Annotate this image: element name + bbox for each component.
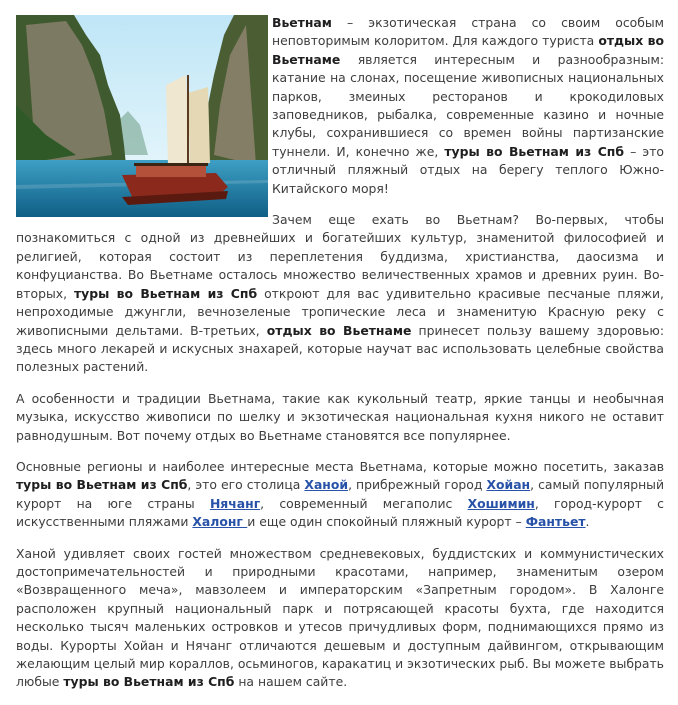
- text-run: Зачем еще ехать во Вьетнам? Во-первых, чтобы познакомиться с одной из древнейших и богатейших культур, знаменитой философией и религией, которая состоит из переплетения буддизма, христианства, даосизма и конфуцианства. Во Вьетнаме осталось множество величественных храмов и древних руин. Во-вторых,: [16, 212, 664, 301]
- text-run: и еще один спокойный пляжный курорт –: [247, 514, 526, 530]
- bold-keyphrase: туры во Вьетнам из Спб: [444, 143, 625, 159]
- text-run: – это отличный пляжный отдых на берегу теплого Южно-Китайского моря!: [272, 143, 665, 196]
- text-run: откроют для вас удивительно красивые песчаные пляжи, непроходимые джунгли, вечнозеленые тропические леса и знаменитую Красную реку с живописными дельтами. В-третьих,: [16, 285, 664, 338]
- text-run: , город-курорт с искусственными пляжами: [16, 495, 664, 530]
- text-run: , самый популярный курорт на юге страны: [16, 477, 665, 511]
- link-halong[interactable]: Халонг: [192, 514, 248, 530]
- bold-keyphrase: отдых во Вьетнаме: [266, 322, 412, 338]
- text-run: .: [585, 514, 590, 530]
- paragraph-regions: [16, 458, 664, 532]
- bold-keyphrase: отдых во Вьетнаме: [272, 33, 664, 67]
- paragraph-hanoi-halong: [16, 545, 664, 692]
- bold-keyphrase: туры во Вьетнам из Спб: [16, 477, 188, 493]
- bold-keyphrase: туры во Вьетнам из Спб: [63, 674, 235, 690]
- link-phanthiet[interactable]: Фантьет: [525, 514, 586, 530]
- link-hochiminh[interactable]: Хошимин: [467, 495, 535, 511]
- link-hoian[interactable]: Хойан: [486, 477, 531, 493]
- article: [16, 14, 664, 705]
- paragraph-traditions: [16, 390, 664, 445]
- text-run: принесет пользу вашему здоровью: здесь много лекарей и искусных знахарей, которые научат вас использовать целебные свойства полезных растений.: [16, 322, 664, 375]
- text-run: – экзотическая страна со своим особым неповторимым колоритом. Для каждого туриста: [272, 15, 664, 49]
- paragraph-why-vietnam: [16, 211, 664, 377]
- text-run: А особенности и традиции Вьетнама, такие как кукольный театр, яркие танцы и необычная музыка, искусство живописи по шелку и экзотическая национальная кухня никого не оставит равнодушным. Вот почему отдых во Вьетнаме становятся все популярнее.: [16, 390, 664, 443]
- text-run: , прибрежный город: [348, 477, 487, 493]
- text-run: на нашем сайте.: [234, 674, 348, 690]
- link-hanoi[interactable]: Ханой: [304, 477, 349, 493]
- text-run: Основные регионы и наиболее интересные места Вьетнама, которые можно посетить, заказав: [16, 458, 664, 474]
- text-run: Ханой удивляет своих гостей множеством средневековых, буддистских и коммунистических достопримечательностей и природными красотами, например, знаменитым озером «Возвращенного меча», мавзолеем и императорским «Запретным городом». В Халонге расположен крупный национальный парк и потрясающей красоты бухта, где находится несколько тысяч маленьких островков и утесов причудливых форм, поднимающихся прямо из воды. Курорты Хойан и Нячанг отличаются дешевым и доступным дайвингом, открывающим желающим целый мир кораллов, осьминогов, каракатиц и экзотических рыб. Вы можете выбрать любые: [16, 545, 664, 690]
- text-run: , современный мегаполис: [260, 495, 468, 511]
- bold-keyphrase: Вьетнам: [272, 15, 332, 30]
- text-run: , это его столица: [187, 477, 305, 493]
- link-nhatrang[interactable]: Нячанг: [209, 495, 261, 511]
- text-run: является интересным и разнообразным: катание на слонах, посещение живописных национальных парков, змеиных ресторанов и крокодиловых заповедников, рыбалка, современные казино и ночные клубы, сохранившиеся со времен войны партизанские туннели. И, конечно же,: [272, 51, 664, 159]
- bold-keyphrase: туры во Вьетнам из Спб: [73, 285, 258, 301]
- vietnam-halong-bay-photo: [16, 15, 268, 217]
